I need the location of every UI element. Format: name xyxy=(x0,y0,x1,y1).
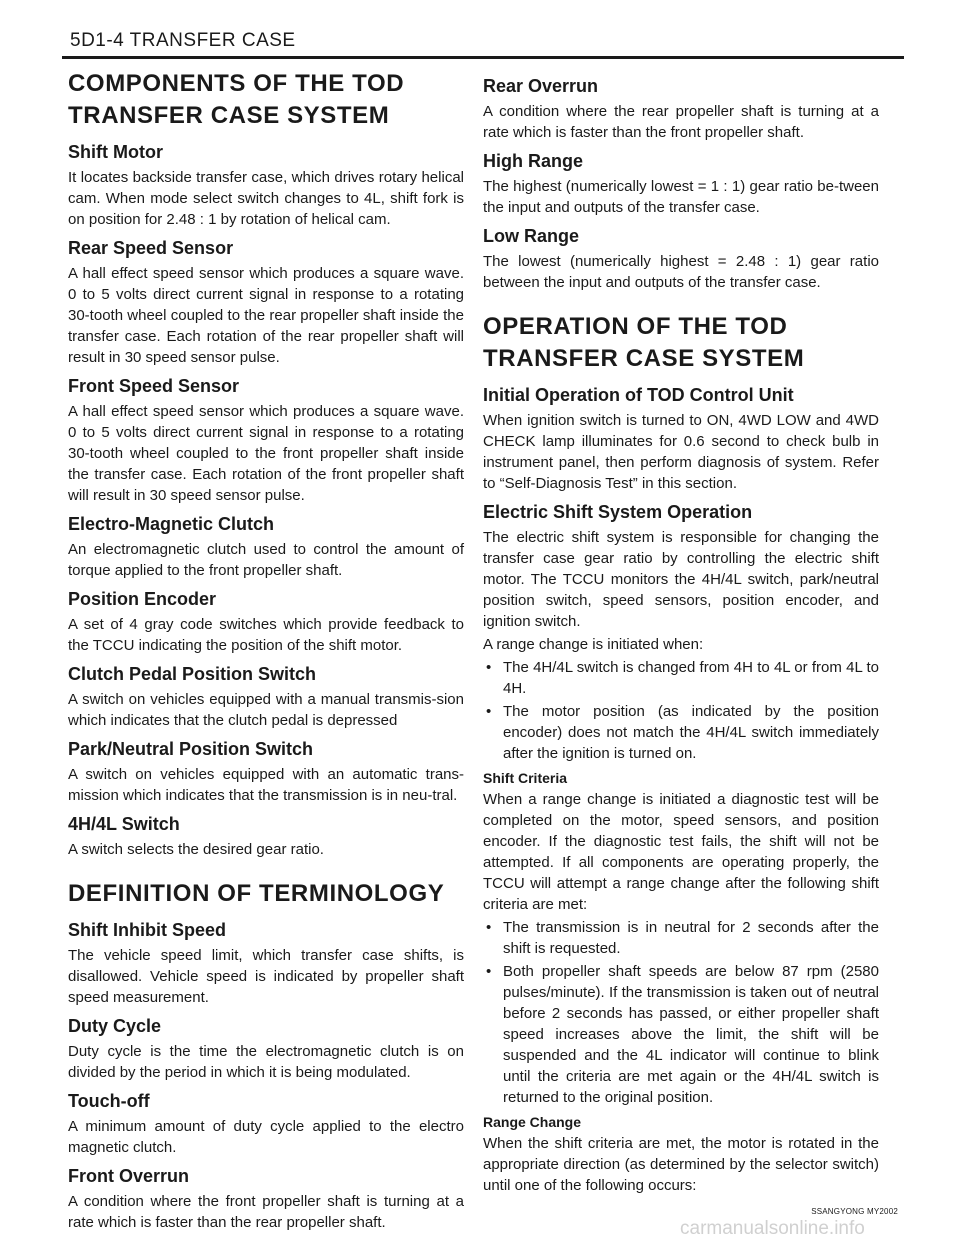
high-range-text: The highest (numerically lowest = 1 : 1) gear ratio be-tween the input and outputs of the transfer case. xyxy=(483,178,879,216)
list-item: • The motor position (as indicated by the position encoder) does not match the 4H/4L switch immediately after the ignition is turned on. xyxy=(483,701,879,764)
duty-cycle-text: Duty cycle is the time the electromagnetic clutch is on divided by the period in which it is being modulated. xyxy=(68,1043,464,1081)
park-neutral-heading: Park/Neutral Position Switch xyxy=(68,739,314,759)
shift-motor-text: It locates backside transfer case, which drives rotary helical cam. When mode select switch changes to 4L, shift fork is on position for 2.48 : 1 by rotation of helical cam. xyxy=(68,169,464,228)
electric-shift-text: The electric shift system is responsible for changing the transfer case gear ratio by controlling the electric shift motor. The TCCU monitors the 4H/4L switch, park/neutral position switch, speed sensors, position encoder, and ignition switch. xyxy=(483,529,879,630)
shift-inhibit-text: The vehicle speed limit, which transfer case shifts, is disallowed. Vehicle speed is indicated by propeller shaft speed measurement. xyxy=(68,947,464,1006)
range-change-conditions xyxy=(483,657,879,764)
low-range-text: The lowest (numerically highest = 2.48 : 1) gear ratio between the input and outputs of the transfer case. xyxy=(483,253,879,291)
range-change-intro: A range change is initiated when: xyxy=(483,636,704,653)
touch-off-heading: Touch-off xyxy=(68,1091,150,1111)
duty-cycle-heading: Duty Cycle xyxy=(68,1016,162,1036)
clutch-text: An electromagnetic clutch used to control the amount of torque applied to the front propeller shaft. xyxy=(68,541,464,579)
electric-shift-heading: Electric Shift System Operation xyxy=(483,502,753,522)
page-title: 5D1-4 TRANSFER CASE xyxy=(70,30,296,51)
front-speed-sensor-heading: Front Speed Sensor xyxy=(68,376,240,396)
components-heading: COMPONENTS OF THE TOD TRANSFER CASE SYSTEM xyxy=(68,70,405,129)
front-overrun-text: A condition where the front propeller shaft is turning at a rate which is faster than the rear propeller shaft. xyxy=(68,1193,464,1231)
right-column xyxy=(483,68,879,1198)
operation-heading: OPERATION OF THE TOD TRANSFER CASE SYSTEM xyxy=(483,313,805,372)
touch-off-text: A minimum amount of duty cycle applied to the electro magnetic clutch. xyxy=(68,1118,464,1156)
watermark: carmanualsonline.info xyxy=(680,1218,865,1239)
initial-operation-heading: Initial Operation of TOD Control Unit xyxy=(483,385,794,405)
definition-heading: DEFINITION OF TERMINOLOGY xyxy=(68,880,445,907)
shift-inhibit-heading: Shift Inhibit Speed xyxy=(68,920,226,940)
clutch-pedal-text: A switch on vehicles equipped with a manual transmis-sion which indicates that the clutch pedal is depressed xyxy=(68,691,464,729)
clutch-pedal-heading: Clutch Pedal Position Switch xyxy=(68,664,317,684)
left-column xyxy=(68,68,464,1235)
shift-motor-heading: Shift Motor xyxy=(68,142,163,162)
list-item: • Both propeller shaft speeds are below 87 rpm (2580 pulses/minute). If the transmission is taken out of neutral before 2 seconds has passed, or either propeller shaft speed increases above the limit, the shift will be suspended and the 4L indicator will continue to blink until the criteria are met again or the 4H/4L switch is returned to the original position. xyxy=(483,961,879,1108)
rear-overrun-text: A condition where the rear propeller shaft is turning at a rate which is faster than the front propeller shaft. xyxy=(483,103,879,141)
low-range-heading: Low Range xyxy=(483,226,580,246)
position-encoder-text: A set of 4 gray code switches which provide feedback to the TCCU indicating the position of the shift motor. xyxy=(68,616,464,654)
footer-brand: SSANGYONG MY2002 xyxy=(811,1207,898,1216)
rear-speed-sensor-text: A hall effect speed sensor which produces a square wave. 0 to 5 volts direct current signal in response to a rotating 30-tooth wheel coupled to the rear propeller shaft inside the transfer case. Each rotation of the rear propeller shaft will result in 30 speed sensor pulse. xyxy=(68,265,464,366)
rear-speed-sensor-heading: Rear Speed Sensor xyxy=(68,238,234,258)
shift-criteria-list xyxy=(483,917,879,1108)
front-speed-sensor-text: A hall effect speed sensor which produces a square wave. 0 to 5 volts direct current signal in response to a rotating 30-tooth wheel coupled to the front propeller shaft inside the transfer case. Each rotation of the front propeller shaft will result in 30 speed sensor pulse. xyxy=(68,403,464,504)
page-header xyxy=(62,28,904,59)
position-encoder-heading: Position Encoder xyxy=(68,589,217,609)
range-change-text: When the shift criteria are met, the motor is rotated in the appropriate direction (as determined by the selector switch) until one of the following occurs: xyxy=(483,1135,879,1194)
shift-criteria-heading: Shift Criteria xyxy=(483,770,568,786)
list-item: • The 4H/4L switch is changed from 4H to 4L or from 4L to 4H. xyxy=(483,657,879,699)
high-range-heading: High Range xyxy=(483,151,584,171)
clutch-heading: Electro-Magnetic Clutch xyxy=(68,514,275,534)
initial-operation-text: When ignition switch is turned to ON, 4WD LOW and 4WD CHECK lamp illuminates for 0.6 second to check bulb in instrument panel, then perform diagnosis of system. Refer to “Self-Diagnosis Test” in this section. xyxy=(483,412,879,492)
list-item: • The transmission is in neutral for 2 seconds after the shift is requested. xyxy=(483,917,879,959)
shift-criteria-text: When a range change is initiated a diagnostic test will be completed on the motor, speed sensors, and position encoder. If the diagnostic test fails, the shift will not be attempted. If all components are operating properly, the TCCU will attempt a range change after the following shift criteria are met: xyxy=(483,791,879,913)
rear-overrun-heading: Rear Overrun xyxy=(483,76,599,96)
range-change-heading: Range Change xyxy=(483,1114,582,1130)
park-neutral-text: A switch on vehicles equipped with an automatic trans-mission which indicates that the transmission is in neu-tral. xyxy=(68,766,464,804)
switch-4h4l-heading: 4H/4L Switch xyxy=(68,814,180,834)
switch-4h4l-text: A switch selects the desired gear ratio. xyxy=(68,841,324,858)
front-overrun-heading: Front Overrun xyxy=(68,1166,190,1186)
